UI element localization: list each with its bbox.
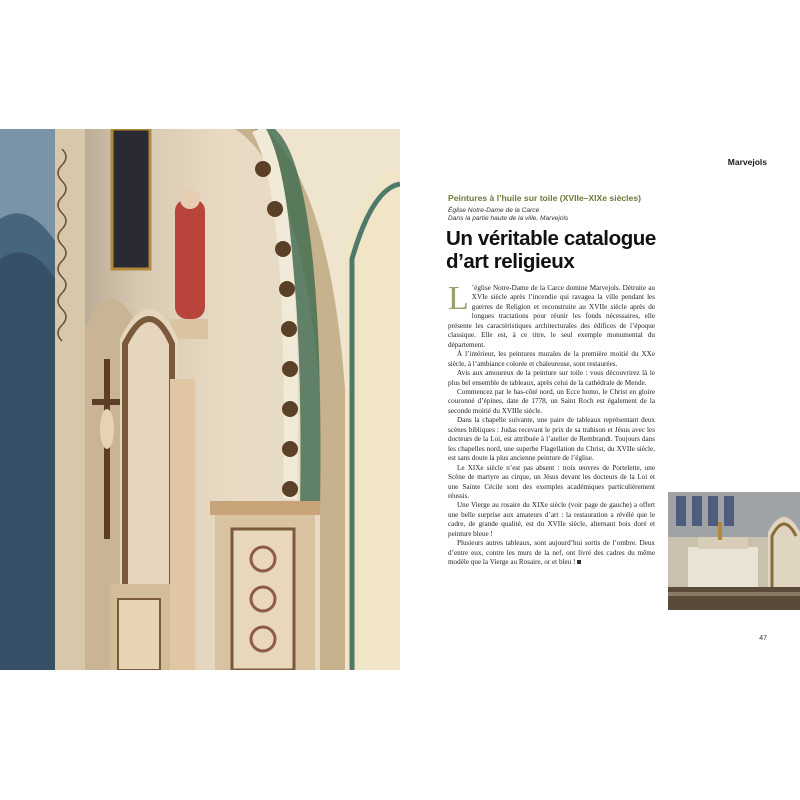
page-number: 47	[759, 635, 767, 642]
altar-illustration	[668, 492, 800, 610]
photo-caption-line-2: Dans la partie haute de la ville, Marvejols	[448, 215, 569, 222]
body-paragraph: Le XIXe siècle n’est pas absent : trois œuvres de Portelette, une Scène de martyre au cirque, un Jésus devant les docteurs de la Loi et une Sainte Cécile sont des exemples académiques particulièrement réussis.	[448, 463, 655, 500]
section-header: Marvejols	[727, 157, 767, 167]
church-arcade-illustration	[0, 129, 400, 670]
body-paragraph: L ’église Notre-Dame de la Carce domine Marvejols. Détruite au XVIe siècle après l’incendie qui ravagea la ville pendant les guerres de Religion et reconstruite au XVIIe siècle après de longues tractations pour réunir les fonds nécessaires, elle présente les caractéristiques architecturales des édifices de l’époque classique. Elle est, à ce titre, le seul exemple monumental du département.	[448, 280, 655, 349]
article-body	[448, 280, 655, 568]
body-paragraph: Une Vierge au rosaire du XIXe siècle (voir page de gauche) a offert une belle surprise aux amateurs d’art : la restauration a révélé que le cadre, de grande qualité, est du XVIIe siècle, alternant bois doré et peinture bleue !	[448, 501, 655, 538]
body-paragraph: Dans la chapelle suivante, une paire de tableaux représentant deux scènes bibliques : Judas recevant le prix de sa trahison et Jésus avec les docteurs de la Loi, est attribuée à l’atelier de Rembrandt. Toujours dans les chapelles nord, une superbe Flagellation du Christ, du XVIIe siècle, est sans doute la plus ancienne peinture de l’église.	[448, 416, 655, 463]
altar-photo	[668, 492, 800, 610]
title-line: Un véritable catalogue	[446, 227, 656, 250]
drop-cap: L	[448, 280, 469, 317]
end-mark-icon	[577, 560, 581, 564]
body-paragraph: Plusieurs autres tableaux, sont aujourd’hui sortis de l’ombre. Deux d’entre eux, contre les murs de la nef, ont livré des cadres du même modèle que la Vierge au Rosaire, or et bleu !	[448, 539, 655, 567]
title-line: d’art religieux	[446, 250, 575, 273]
article-title	[446, 227, 746, 273]
church-interior-photo	[0, 129, 400, 670]
article-kicker: Peintures à l’huile sur toile (XVIIe–XIXe siècles)	[448, 193, 641, 203]
body-paragraph: À l’intérieur, les peintures murales de la première moitié du XXe siècle, à l’ambiance colorée et chaleureuse, sont restaurées.	[448, 350, 655, 368]
photo-caption-line-1: Église Notre-Dame de la Carce	[448, 207, 540, 214]
body-paragraph: Commencez par le bas-côté nord, un Ecce homo, le Christ en gloire couronné d’épines, date de 1778, un Saint Roch est également de la seconde moitié du XVIIIe siècle.	[448, 387, 655, 415]
body-paragraph: Avis aux amoureux de la peinture sur toile : vous découvrirez là le plus bel ensemble de tableaux, après celui de la cathédrale de Mende.	[448, 369, 655, 387]
